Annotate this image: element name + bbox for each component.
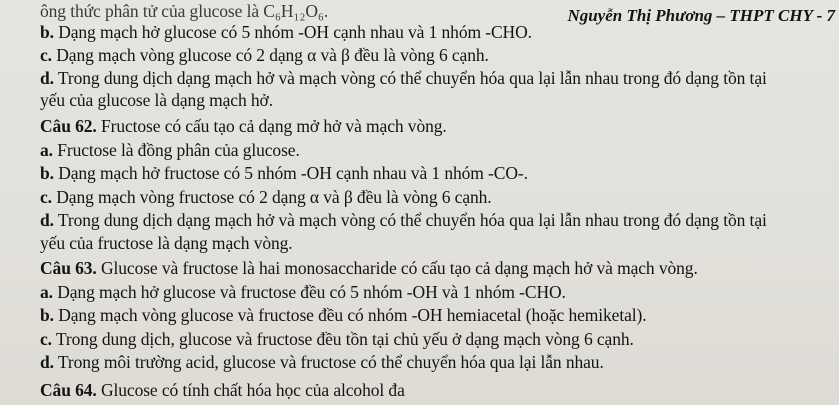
option-label: b.	[40, 163, 54, 183]
option-text: Trong dung dịch dạng mạch hở và mạch vòng có thể chuyển hóa qua lại lẫn nhau trong đó dạng tồn tại	[57, 210, 767, 230]
line-text: yếu của glucose là dạng mạch hở.	[40, 90, 273, 110]
option-line	[40, 352, 604, 372]
option-line	[40, 187, 492, 207]
question-number: Câu 63.	[40, 258, 97, 278]
option-text: Fructose là đồng phân của glucose.	[57, 140, 300, 160]
question-text: Glucose có tính chất hóa học của alcohol đa	[100, 380, 405, 400]
option-label: d.	[40, 210, 54, 230]
line-text: yếu của fructose là dạng mạch vòng.	[40, 233, 293, 253]
option-line	[40, 22, 532, 42]
option-label: a.	[40, 282, 53, 302]
option-line	[40, 68, 767, 88]
option-line	[40, 210, 767, 230]
option-line	[40, 305, 647, 325]
line-text: ông thức phân tử của glucose là C₆H₁₂O₆.	[40, 1, 329, 21]
option-label: a.	[40, 140, 53, 160]
option-label: c.	[40, 187, 52, 207]
option-text: Dạng mạch hở glucose có 5 nhóm -OH cạnh nhau và 1 nhóm -CHO.	[58, 22, 532, 42]
option-text: Dạng mạch hở glucose và fructose đều có 5 nhóm -OH và 1 nhóm -CHO.	[57, 282, 566, 302]
question-number: Câu 64.	[40, 380, 97, 400]
option-line	[40, 140, 300, 160]
option-text: Trong môi trường acid, glucose và fructose có thể chuyển hóa qua lại lẫn nhau.	[57, 352, 604, 372]
option-label: b.	[40, 22, 54, 42]
option-text: Dạng mạch vòng glucose có 2 dạng α và β đều là vòng 6 cạnh.	[56, 45, 489, 65]
option-label: c.	[40, 45, 52, 65]
question-text: Glucose và fructose là hai monosaccharide có cấu tạo cả dạng mạch hở và mạch vòng.	[100, 258, 698, 278]
option-label: d.	[40, 352, 54, 372]
option-line	[40, 329, 634, 349]
option-text: Trong dung dịch, glucose và fructose đều tồn tại chủ yếu ở dạng mạch vòng 6 cạnh.	[55, 329, 634, 349]
option-line	[40, 163, 528, 183]
question-text: Fructose có cấu tạo cả dạng mở hở và mạch vòng.	[100, 116, 447, 136]
option-text: Dạng mạch hở fructose có 5 nhóm -OH cạnh nhau và 1 nhóm -CO-.	[58, 163, 528, 183]
text-line	[40, 90, 273, 110]
text-line	[40, 233, 293, 253]
text-line	[40, 1, 328, 21]
author-header: Nguyễn Thị Phương – THPT CHY - 7	[567, 6, 835, 25]
option-text: Dạng mạch vòng glucose và fructose đều có nhóm -OH hemiacetal (hoặc hemiketal).	[58, 305, 647, 325]
option-line	[40, 45, 489, 65]
option-label: d.	[40, 68, 54, 88]
option-line	[40, 282, 566, 302]
question-line	[40, 380, 405, 400]
option-label: b.	[40, 305, 54, 325]
question-line	[40, 258, 698, 278]
option-text: Dạng mạch vòng fructose có 2 dạng α và β đều là vòng 6 cạnh.	[56, 187, 492, 207]
option-text: Trong dung dịch dạng mạch hở và mạch vòng có thể chuyển hóa qua lại lẫn nhau trong đó dạng tồn tại	[57, 68, 767, 88]
question-line	[40, 116, 447, 136]
question-number: Câu 62.	[40, 116, 97, 136]
option-label: c.	[40, 329, 52, 349]
